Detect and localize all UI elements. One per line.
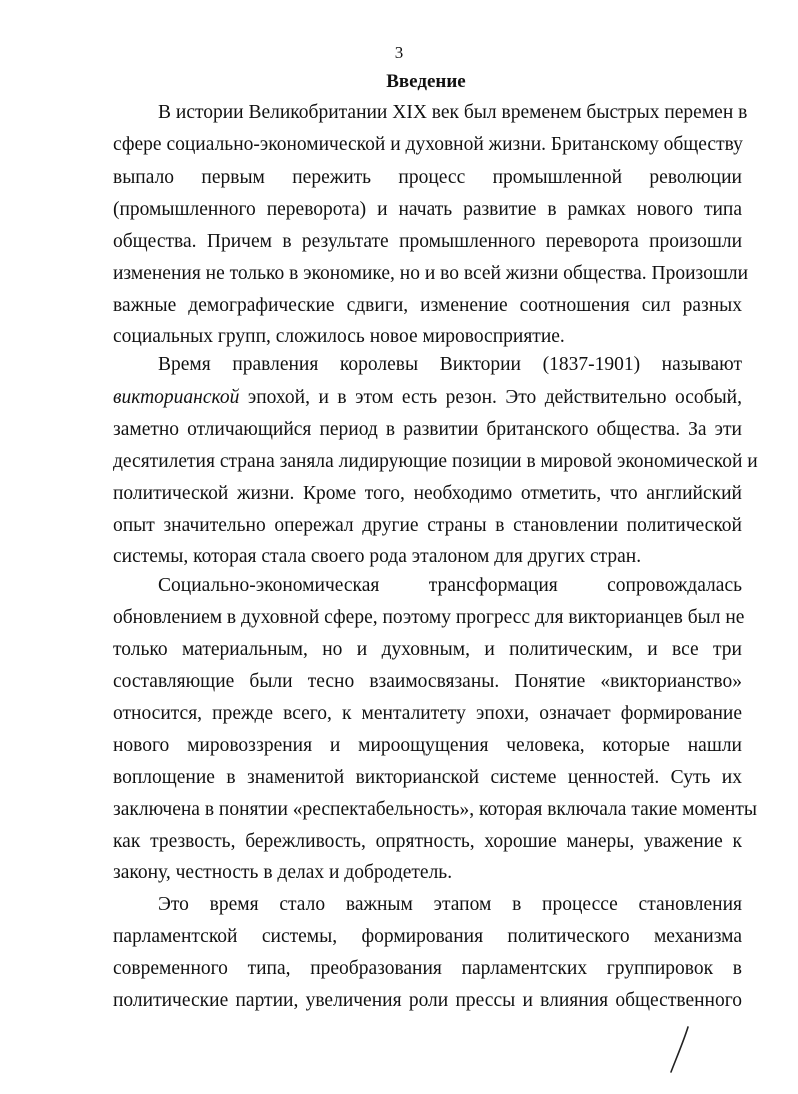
text-line: заключена в понятии «респектабельность», которая включала такие моменты — [113, 799, 757, 820]
text-line: сфере социально-экономической и духовной жизни. Британскому обществу — [113, 134, 743, 155]
text-line-rest: эпохой, и в этом есть резон. Это действительно особый, — [247, 387, 742, 408]
text-line: Это время стало важным этапом в процессе становления — [158, 894, 742, 915]
text-line: важные демографические сдвиги, изменение соотношения сил разных — [113, 295, 742, 316]
text-line: нового мировоззрения и мироощущения человека, которые нашли — [113, 735, 742, 756]
text-line: парламентской системы, формирования политического механизма — [113, 926, 742, 947]
section-title: Введение — [386, 71, 466, 92]
text-line: политической жизни. Кроме того, необходимо отметить, что английский — [113, 483, 742, 504]
text-line: современного типа, преобразования парламентских группировок в — [113, 958, 742, 979]
text-line: составляющие были тесно взаимосвязаны. Понятие «викторианство» — [113, 671, 742, 692]
text-line: общества. Причем в результате промышленного переворота произошли — [113, 231, 742, 252]
text-line: десятилетия страна заняла лидирующие позиции в мировой экономической и — [113, 451, 758, 472]
text-line: заметно отличающийся период в развитии британского общества. За эти — [113, 419, 742, 440]
text-line: выпало первым пережить процесс промышленной революции — [113, 167, 742, 188]
text-line: социальных групп, сложилось новое мировосприятие. — [113, 326, 565, 347]
text-line: системы, которая стала своего рода эталоном для других стран. — [113, 546, 642, 567]
text-line: В истории Великобритании XIX век был временем быстрых перемен в — [158, 102, 748, 123]
text-line: политические партии, увеличения роли прессы и влияния общественного — [113, 990, 742, 1011]
italic-phrase: викторианской — [113, 387, 240, 408]
text-line: как трезвость, бережливость, опрятность, хорошие манеры, уважение к — [113, 831, 742, 852]
text-line: относится, прежде всего, к менталитету эпохи, означает формирование — [113, 703, 742, 724]
text-line: обновлением в духовной сфере, поэтому прогресс для викторианцев был не — [113, 607, 745, 628]
text-line: Социально-экономическая трансформация сопровождалась — [158, 575, 742, 596]
text-line: изменения не только в экономике, но и во всей жизни общества. Произошли — [113, 263, 749, 284]
page-number: 3 — [394, 43, 404, 62]
text-line: (промышленного переворота) и начать развитие в рамках нового типа — [113, 199, 742, 220]
text-line: закону, честность в делах и добродетель. — [113, 862, 453, 883]
text-line: опыт значительно опережал другие страны в становлении политической — [113, 515, 742, 536]
text-line: только материальным, но и духовным, и политическим, и все три — [113, 639, 742, 660]
pen-mark-icon — [664, 1024, 694, 1076]
text-line-with-italic — [113, 386, 742, 410]
text-line: воплощение в знаменитой викторианской системе ценностей. Суть их — [113, 767, 742, 788]
text-line: Время правления королевы Виктории (1837-1901) называют — [158, 354, 742, 375]
